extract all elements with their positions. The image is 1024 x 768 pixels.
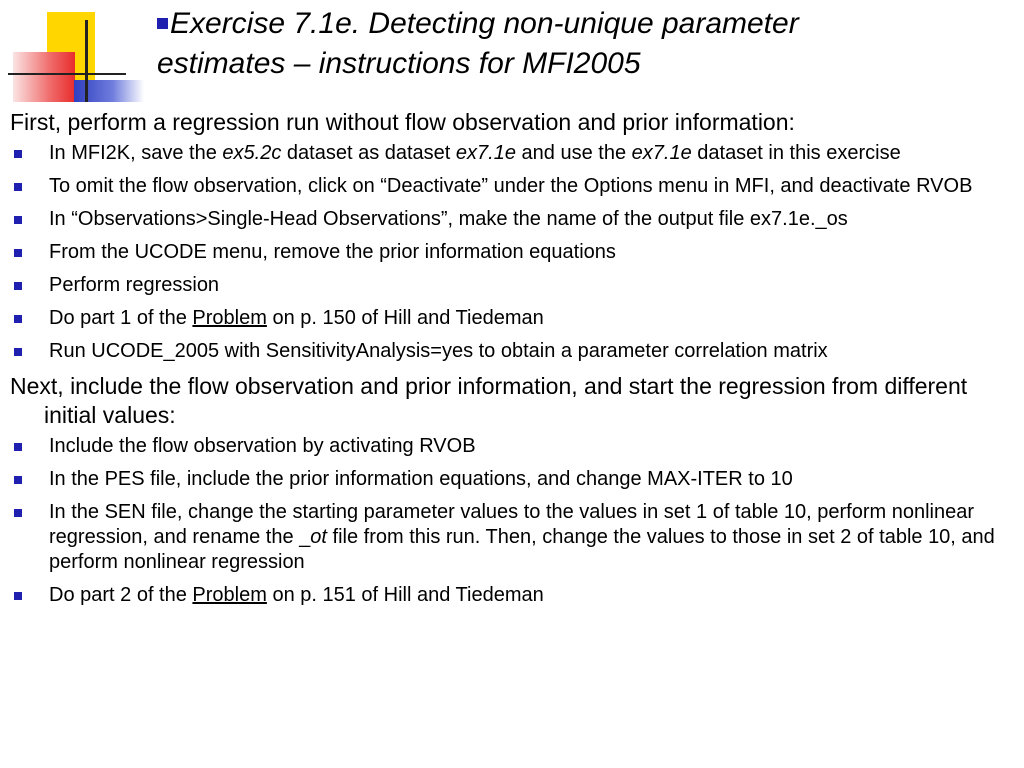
logo-red-square bbox=[13, 52, 75, 102]
item-text: In MFI2K, save the bbox=[49, 142, 223, 164]
item-text: on p. 150 of Hill and Tiedeman bbox=[266, 307, 544, 329]
item-italic-text: ex7.1e bbox=[455, 142, 516, 164]
bullet-icon bbox=[14, 592, 22, 600]
section-2-list bbox=[10, 434, 1016, 608]
logo-horizontal-line bbox=[8, 73, 126, 75]
bullet-icon bbox=[14, 249, 22, 257]
slide-title bbox=[157, 4, 1017, 84]
list-item bbox=[10, 306, 1016, 331]
item-text: file from this run. Then, change the values to those in set 2 of table 10, and perform nonlinear regression bbox=[49, 526, 995, 573]
bullet-icon bbox=[14, 348, 22, 356]
slide-logo bbox=[0, 0, 150, 110]
list-item bbox=[10, 273, 1016, 298]
item-text: Include the flow observation by activating RVOB bbox=[49, 435, 476, 457]
item-text: From the UCODE menu, remove the prior information equations bbox=[49, 241, 616, 263]
list-item bbox=[10, 583, 1016, 608]
bullet-icon bbox=[14, 183, 22, 191]
list-item bbox=[10, 467, 1016, 492]
item-text: dataset in this exercise bbox=[691, 142, 901, 164]
list-item bbox=[10, 141, 1016, 166]
item-text: In “Observations>Single-Head Observations”, make the name of the output file ex7.1e._os bbox=[49, 208, 848, 230]
item-text: Perform regression bbox=[49, 274, 220, 296]
item-text: on p. 151 of Hill and Tiedeman bbox=[266, 584, 544, 606]
list-item bbox=[10, 207, 1016, 232]
title-line-2: estimates – instructions for MFI2005 bbox=[157, 47, 641, 80]
bullet-icon bbox=[14, 282, 22, 290]
item-italic-text: ot bbox=[310, 526, 327, 548]
bullet-icon bbox=[14, 509, 22, 517]
list-item bbox=[10, 500, 1016, 575]
list-item bbox=[10, 434, 1016, 459]
list-item bbox=[10, 240, 1016, 265]
item-italic-text: ex7.1e bbox=[631, 142, 692, 164]
item-italic-text: ex5.2c bbox=[222, 142, 282, 164]
bullet-icon bbox=[14, 315, 22, 323]
item-text: Run UCODE_2005 with SensitivityAnalysis=yes to obtain a parameter correlation matrix bbox=[49, 340, 828, 362]
list-item bbox=[10, 339, 1016, 364]
item-text: Do part 1 of the bbox=[49, 307, 193, 329]
slide-body bbox=[10, 108, 1016, 616]
list-item bbox=[10, 174, 1016, 199]
bullet-icon bbox=[14, 443, 22, 451]
section-1-list bbox=[10, 141, 1016, 364]
problem-link[interactable]: Problem bbox=[192, 307, 267, 329]
problem-link[interactable]: Problem bbox=[192, 584, 267, 606]
item-text: dataset as dataset bbox=[281, 142, 456, 164]
section-1-heading: First, perform a regression run without flow observation and prior information: bbox=[10, 109, 795, 135]
logo-vertical-line bbox=[85, 20, 88, 102]
bullet-icon bbox=[14, 216, 22, 224]
item-text: To omit the flow observation, click on “Deactivate” under the Options menu in MFI, and deactivate RVOB bbox=[49, 175, 973, 197]
title-line-1: Exercise 7.1e. Detecting non-unique parameter bbox=[170, 7, 799, 40]
item-text: In the SEN file, change the starting parameter values to the values in set 1 of table 10, perform nonlinear regression, and rename the _ bbox=[49, 501, 974, 548]
item-text: In the PES file, include the prior information equations, and change MAX-ITER to 10 bbox=[49, 468, 793, 490]
bullet-icon bbox=[14, 476, 22, 484]
item-text: and use the bbox=[515, 142, 632, 164]
item-text: Do part 2 of the bbox=[49, 584, 193, 606]
bullet-icon bbox=[14, 150, 22, 158]
title-bullet-icon bbox=[157, 18, 168, 29]
section-2-heading: Next, include the flow observation and prior information, and start the regression from different initial values: bbox=[10, 373, 968, 428]
